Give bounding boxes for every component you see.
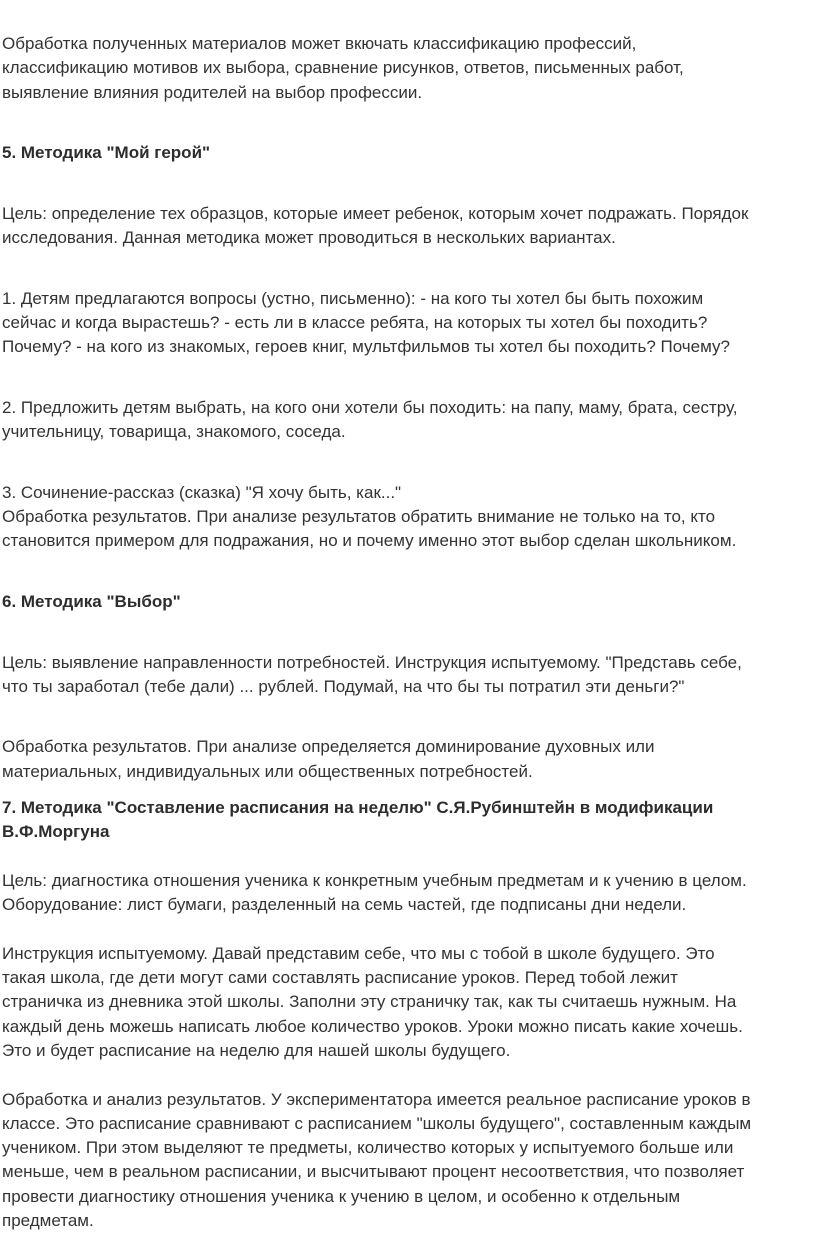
text-line: меньше, чем в реальном расписании, и высчитывают процент несоответствия, что позволяет (2, 1162, 745, 1182)
spacer (2, 250, 814, 274)
text-line: Обработка результатов. При анализе определяется доминирование духовных или (2, 737, 655, 757)
text-line: каждый день можешь написать любое количество уроков. Уроки можно писать какие хочешь. (2, 1016, 743, 1036)
heading-text: 6. Методика "Выбор" (2, 591, 181, 611)
paragraph-schedule-instruction (2, 942, 814, 1063)
text-line: что ты заработал (тебе дали) ... рублей. Подумай, на что бы ты потратил эти деньги?" (2, 676, 685, 696)
text-line: Обработка и анализ результатов. У экспериментатора имеется реальное расписание уроков в (2, 1089, 751, 1109)
spacer (2, 444, 814, 468)
heading-text: 7. Методика "Составление расписания на неделю" С.Я.Рубинштейн в модификации (2, 798, 714, 818)
text-line: Инструкция испытуемому. Давай представим себе, что мы с тобой в школе будущего. Это (2, 943, 715, 963)
spacer (2, 639, 814, 651)
spacer (2, 384, 814, 396)
paragraph-goal-hero (2, 202, 814, 251)
text-line: такая школа, где дети могут сами составлять расписание уроков. Перед тобой лежит (2, 968, 678, 988)
section-heading-6 (2, 590, 814, 614)
spacer (2, 275, 814, 287)
text-line: Цель: диагностика отношения ученика к конкретным учебным предметам и к учению в целом. (2, 870, 747, 890)
text-line: материальных, индивидуальных или общественных потребностей. (2, 761, 533, 781)
paragraph-variant-3 (2, 481, 814, 554)
spacer (2, 554, 814, 578)
text-line: выявление влияния родителей на выбор профессии. (2, 82, 423, 102)
spacer (2, 129, 814, 141)
paragraph-choice-processing (2, 735, 814, 784)
spacer (2, 578, 814, 590)
section-heading-7 (2, 796, 814, 845)
spacer (2, 165, 814, 189)
spacer (2, 105, 814, 129)
text-line: исследования. Данная методика может проводиться в нескольких вариантах. (2, 228, 616, 248)
text-line: сейчас и когда вырастешь? - есть ли в классе ребята, на которых ты хотел бы походить? (2, 312, 708, 332)
text-line: Цель: выявление направленности потребностей. Инструкция испытуемому. "Представь себе, (2, 652, 742, 672)
spacer (2, 845, 814, 869)
spacer (2, 469, 814, 481)
paragraph-goal-schedule (2, 869, 814, 918)
paragraph-schedule-analysis (2, 1088, 814, 1234)
section-heading-5 (2, 141, 814, 165)
spacer (2, 699, 814, 723)
text-line: Оборудование: лист бумаги, разделенный на семь частей, где подписаны дни недели. (2, 895, 687, 915)
text-line: классификацию мотивов их выбора, сравнение рисунков, ответов, письменных работ, (2, 58, 684, 78)
text-line: страничка из дневника этой школы. Заполни эту страничку так, как ты считаешь нужным. На (2, 992, 737, 1012)
spacer (2, 723, 814, 735)
spacer (2, 918, 814, 942)
text-line: учительницу, товарища, знакомого, соседа. (2, 422, 346, 442)
heading-text: 5. Методика "Мой герой" (2, 143, 211, 163)
spacer (2, 190, 814, 202)
spacer (2, 1063, 814, 1087)
paragraph-variant-1 (2, 287, 814, 360)
spacer (2, 784, 814, 796)
paragraph-goal-choice (2, 651, 814, 700)
text-line: Обработка полученных материалов может вкючать классификацию профессий, (2, 34, 637, 53)
text-line: Почему? - на кого из знакомых, героев книг, мультфильмов ты хотел бы походить? Почему? (2, 337, 730, 357)
text-line: 1. Детям предлагаются вопросы (устно, письменно): - на кого ты хотел бы быть похожим (2, 288, 704, 308)
text-line: провести диагностику отношения ученика к учению в целом, и особенно к отдельным (2, 1186, 681, 1206)
paragraph-variant-2 (2, 396, 814, 445)
text-line: 3. Сочинение-рассказ (сказка) "Я хочу быть, как..." (2, 482, 402, 502)
text-line: предметам. (2, 1211, 94, 1231)
text-line: 2. Предложить детям выбрать, на кого они хотели бы походить: на папу, маму, брата, сестру, (2, 397, 738, 417)
text-line: Обработка результатов. При анализе результатов обратить внимание не только на то, кто (2, 507, 716, 527)
text-line: становится примером для подражания, но и почему именно этот выбор сделан школьником. (2, 531, 737, 551)
spacer (2, 360, 814, 384)
paragraph-processing-intro (2, 32, 814, 105)
text-line: классе. Это расписание сравнивают с расписанием "школы будущего", составленным каждым (2, 1113, 752, 1133)
text-line: Это и будет расписание на неделю для нашей школы будущего. (2, 1040, 511, 1060)
heading-text: В.Ф.Моргуна (2, 822, 110, 842)
text-line: учеником. При этом выделяют те предметы, количество которых у испытуемого больше или (2, 1138, 734, 1158)
spacer (2, 614, 814, 638)
text-line: Цель: определение тех образцов, которые имеет ребенок, которым хочет подражать. Порядок (2, 203, 749, 223)
